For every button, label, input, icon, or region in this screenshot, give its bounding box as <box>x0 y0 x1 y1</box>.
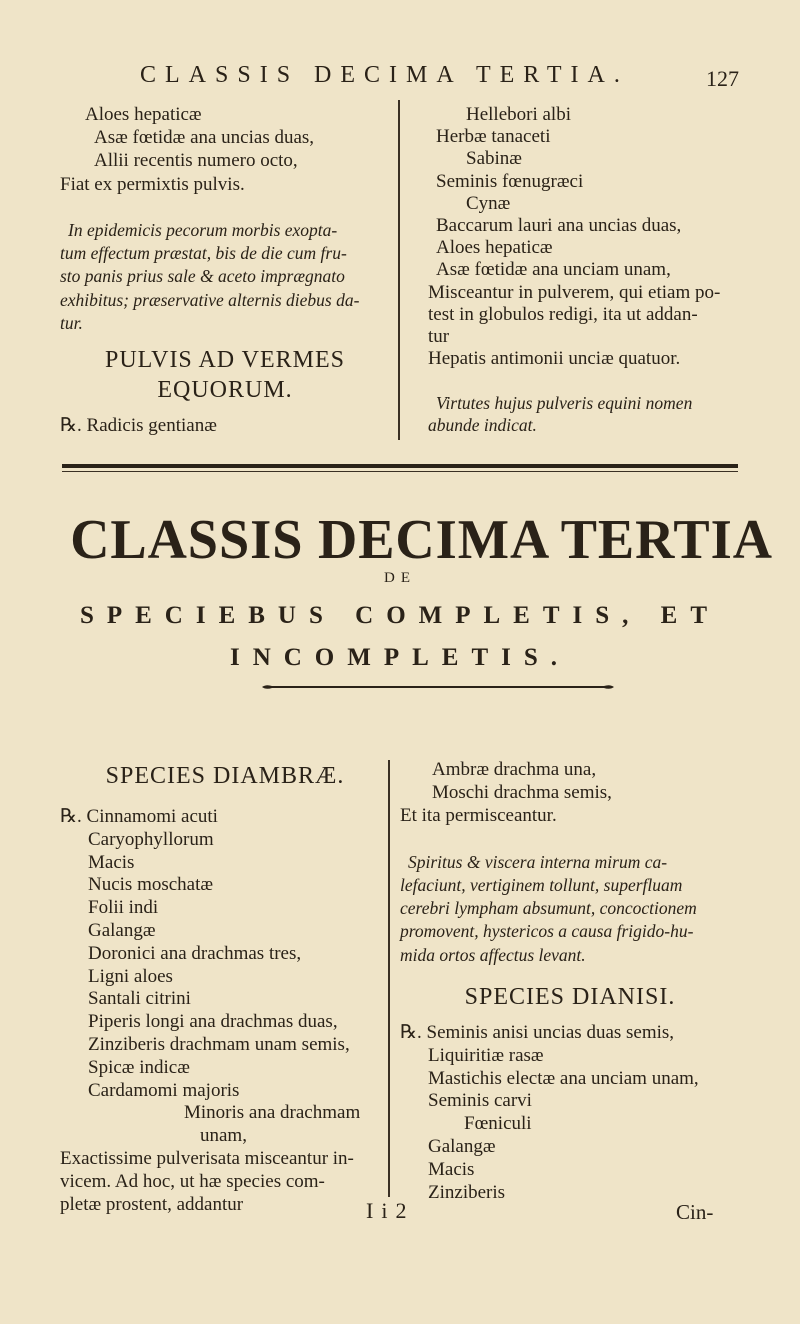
top-left-heading <box>60 345 390 405</box>
top-left-recipe <box>60 414 217 438</box>
recipe-line: ℞. Radicis gentianæ <box>60 415 217 436</box>
subtitle-de: DE <box>384 570 416 586</box>
text-line: Exactissime pulverisata misceantur in- <box>60 1148 354 1169</box>
text-line: Minoris ana drachmam <box>184 1102 361 1124</box>
heading-line-1: PULVIS AD VERMES <box>104 347 346 373</box>
text-line: Macis <box>88 851 135 873</box>
text-line: Baccarum lauri ana uncias duas, <box>436 215 682 236</box>
text-line: Sabinæ <box>466 148 522 170</box>
text-line: Folii indi <box>88 897 159 919</box>
text-line: Spicæ indicæ <box>88 1056 190 1078</box>
text-line: abunde indicat. <box>428 414 537 435</box>
text-line: Virtutes hujus pulveris equini nomen <box>436 392 693 413</box>
species-diambrae-heading: SPECIES DIAMBRÆ. <box>105 763 345 789</box>
text-line: lefaciunt, vertiginem tollunt, superfluam <box>400 875 683 895</box>
signature-mark: Ii2 <box>366 1198 415 1223</box>
text-line: Et ita permisceantur. <box>400 805 557 827</box>
text-line: tur. <box>60 312 83 333</box>
text-line: Ligni aloes <box>88 965 173 987</box>
text-line: test in globulos redigi, ita ut addan- <box>428 303 698 325</box>
text-line: ℞. Seminis anisi uncias duas semis, <box>400 1022 675 1043</box>
section-rule-thick <box>62 464 738 468</box>
text-line: Doronici ana drachmas tres, <box>88 942 302 964</box>
text-line: sto panis prius sale & aceto imprægnato <box>60 266 345 287</box>
text-line: Piperis longi ana drachmas duas, <box>88 1011 338 1033</box>
text-line: Hellebori albi <box>466 104 571 125</box>
text-line: tum effectum præstat, bis de die cum fru- <box>60 243 347 264</box>
text-line: Misceantur in pulverem, qui etiam po- <box>428 281 721 303</box>
text-line: Seminis fœnugræci <box>436 170 584 192</box>
section-rule-thin <box>62 471 738 472</box>
text-line: Cynæ <box>466 192 511 214</box>
text-line: mida ortos affectus levant. <box>400 944 586 965</box>
text-line: pletæ prostent, addantur <box>60 1193 244 1215</box>
subtitle-line-2: INCOMPLETIS. <box>229 644 571 671</box>
text-line: Aloes hepaticæ <box>436 237 553 259</box>
text-line: ℞. Cinnamomi acuti <box>60 806 218 827</box>
catchword: Cin- <box>676 1200 714 1224</box>
class-title: CLASSIS DECIMA TERTIA <box>70 509 773 571</box>
text-line: promovent, hystericos a causa frigido-hu- <box>400 921 694 942</box>
text-line: vicem. Ad hoc, ut hæ species com- <box>60 1170 325 1192</box>
column-divider-bottom <box>388 760 390 1197</box>
text-line: In epidemicis pecorum morbis exopta- <box>68 220 338 240</box>
text-line: Seminis carvi <box>428 1090 532 1112</box>
heading-line-2: EQUORUM. <box>157 377 293 403</box>
species-dianisi-heading: SPECIES DIANISI. <box>464 984 676 1010</box>
text-line: Liquiritiæ rasæ <box>428 1044 544 1066</box>
page-number: 127 <box>706 66 739 91</box>
text-line: Hepatis antimonii unciæ quatuor. <box>428 348 681 370</box>
text-line: Herbæ tanaceti <box>436 126 551 148</box>
text-line: tur <box>428 326 450 347</box>
bottom-right-heading <box>400 982 740 1012</box>
text-line: Asæ fœtidæ ana uncias duas, <box>94 127 315 149</box>
text-line: Nucis moschatæ <box>88 874 214 896</box>
text-line: Allii recentis numero octo, <box>94 150 298 172</box>
text-line: cerebri lympham absumunt, concoctionem <box>400 898 697 919</box>
text-line: Moschi drachma semis, <box>432 782 612 804</box>
text-line: Aloes hepaticæ <box>85 104 202 125</box>
text-line: Asæ fœtidæ ana unciam unam, <box>436 259 671 281</box>
text-line: Galangæ <box>428 1136 496 1157</box>
text-line: unam, <box>200 1125 247 1147</box>
text-line: Ambræ drachma una, <box>432 759 597 780</box>
text-line: Santali citrini <box>88 988 191 1010</box>
text-line: Fiat ex permixtis pulvis. <box>60 173 245 195</box>
text-line: Cardamomi majoris <box>88 1079 240 1101</box>
subtitle-line-1: SPECIEBUS COMPLETIS, ET <box>79 602 721 629</box>
text-line: exhibitus; præservative alternis diebus da- <box>60 289 360 310</box>
text-line: Zinziberis drachmam unam semis, <box>88 1034 350 1055</box>
column-divider-top <box>398 100 400 440</box>
text-line: Zinziberis <box>428 1181 506 1203</box>
text-line: Mastichis electæ ana unciam unam, <box>428 1067 699 1089</box>
running-head: CLASSIS DECIMA TERTIA. <box>140 62 629 88</box>
text-line: Caryophyllorum <box>88 828 214 850</box>
text-line: Fœniculi <box>464 1113 532 1135</box>
ornamental-rule <box>262 684 614 690</box>
text-line: Spiritus & viscera interna mirum ca- <box>408 851 668 872</box>
text-line: Macis <box>428 1158 475 1180</box>
bottom-left-heading <box>60 761 390 791</box>
text-line: Galangæ <box>88 920 156 941</box>
